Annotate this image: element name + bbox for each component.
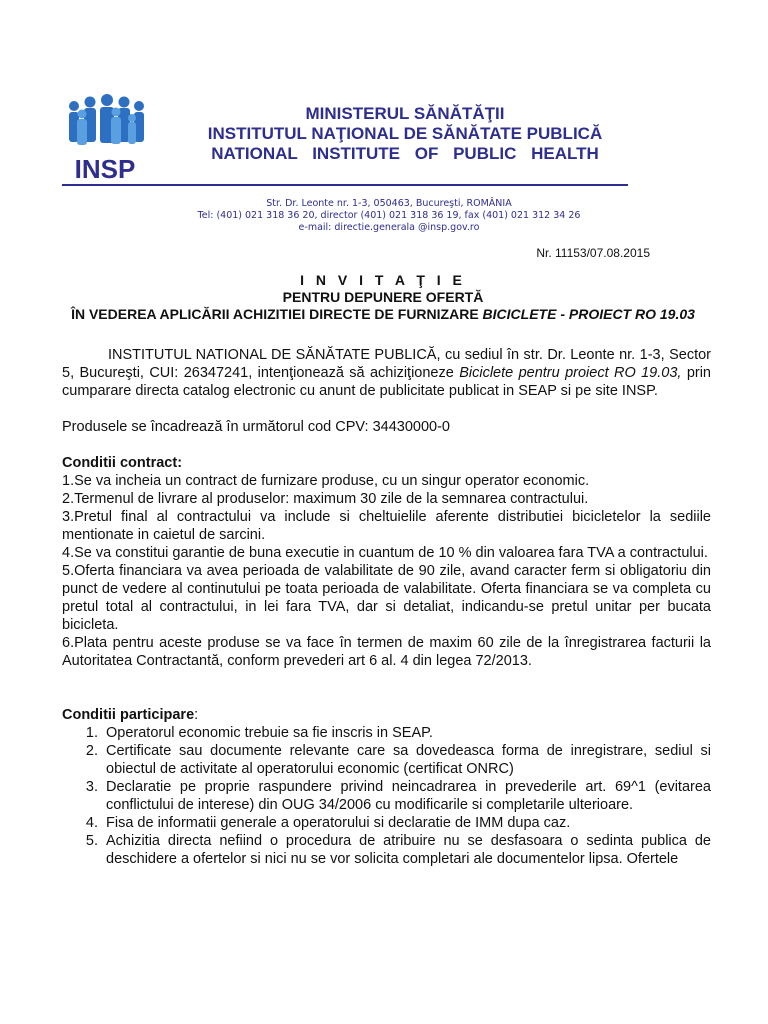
address-line: Str. Dr. Leonte nr. 1-3, 050463, Bucureşti, ROMÂNIA bbox=[266, 198, 512, 209]
intro-paragraph bbox=[62, 346, 711, 400]
participation-item-2: 2. Certificate sau documente relevante care sa dovedeasca forma de inregistrare, sediul si obiectul de activitate al operatorului economic (certificat ONRC) bbox=[102, 742, 711, 778]
insp-logo bbox=[60, 92, 150, 182]
contact-block bbox=[100, 198, 678, 234]
institute-ro-line: INSTITUTUL NAŢIONAL DE SĂNĂTATE PUBLICĂ bbox=[207, 124, 603, 143]
participation-list bbox=[62, 724, 711, 868]
participation-heading bbox=[62, 706, 711, 724]
contract-conditions-heading: Conditii contract: bbox=[62, 455, 183, 471]
title-invitation: I N V I T A Ţ I E bbox=[300, 272, 466, 288]
contract-condition-5: 5.Oferta financiara va avea perioada de valabilitate de 90 zile, avand caracter ferm si obligatoriu din punct de vedere al continutului pe toata perioada de valabilitate. Oferta financiara se va completa cu pretul total al contractului, in lei fara TVA, dar si detaliat, indicandu-se pretul unitar per bucata bicicleta. bbox=[62, 563, 711, 633]
ministry-line: MINISTERUL SĂNĂTĂŢII bbox=[305, 104, 505, 123]
contract-condition-1: 1.Se va incheia un contract de furnizare produse, cu un singur operator economic. bbox=[62, 473, 590, 489]
phone-line: Tel: (401) 021 318 36 20, director (401) 021 318 36 19, fax (401) 021 312 34 26 bbox=[197, 210, 581, 221]
participation-item-4: 4. Fisa de informatii generale a operatorului si declaratie de IMM dupa caz. bbox=[102, 814, 711, 832]
header-divider bbox=[62, 184, 628, 186]
contract-condition-4: 4.Se va constitui garantie de buna executie in cuantum de 10 % din valoarea fara TVA a contractului. bbox=[62, 545, 708, 561]
participation-item-1: 1. Operatorul economic trebuie sa fie inscris in SEAP. bbox=[102, 724, 711, 742]
institution-name bbox=[168, 104, 642, 164]
institute-en-line: NATIONAL INSTITUTE OF PUBLIC HEALTH bbox=[211, 144, 599, 163]
contract-condition-2: 2.Termenul de livrare al produselor: maximum 30 zile de la semnarea contractului. bbox=[62, 491, 589, 507]
intro-text-end: prin cumparare directa catalog electronic cu anunt de publicitate publicat in SEAP si pe site INSP. bbox=[62, 365, 711, 399]
document-body bbox=[62, 346, 711, 868]
intro-text: INSTITUTUL NATIONAL DE SĂNĂTATE PUBLICĂ, cu sediul în str. Dr. Leonte nr. 1-3, Sector 5, Bucureşti, CUI: 26347241, intenţionează să achiziţioneze bbox=[62, 347, 711, 381]
logo-text: INSP bbox=[74, 154, 136, 182]
participation-heading-text: Conditii participare bbox=[62, 707, 195, 723]
cpv-paragraph: Produsele se încadrează în următorul cod CPV: 34430000-0 bbox=[62, 419, 450, 435]
document-number: Nr. 11153/07.08.2015 bbox=[536, 246, 650, 260]
title-purpose-italic: BICICLETE - PROIECT RO 19.03 bbox=[482, 306, 695, 322]
intro-italic: Biciclete pentru proiect RO 19.03, bbox=[459, 365, 682, 381]
contract-condition-6: 6.Plata pentru aceste produse se va face în termen de maxim 60 zile de la înregistrarea facturii la Autoritatea Contractantă, conform prevederi art 6 al. 4 din legea 72/2013. bbox=[62, 635, 711, 669]
email-line: e-mail: directie.generala @insp.gov.ro bbox=[298, 222, 480, 233]
document-title bbox=[62, 272, 704, 323]
title-subtitle: PENTRU DEPUNERE OFERTĂ bbox=[282, 289, 484, 305]
people-logo-icon bbox=[60, 92, 150, 182]
participation-item-3: 3. Declaratie pe proprie raspundere privind neincadrarea in prevederile art. 69^1 (evitarea conflictului de interese) din OUG 34/2006 cu modificarile si completarile ulterioare. bbox=[102, 778, 711, 814]
participation-item-5: 5. Achizitia directa nefiind o procedura de atribuire nu se desfasoara o sedinta publica de deschidere a ofertelor si nici nu se vor solicita completari ale documentelor lipsa. Ofertele bbox=[102, 832, 711, 868]
participation-heading-colon: : bbox=[194, 707, 199, 723]
contract-condition-3: 3.Pretul final al contractului va include si cheltuielile aferente distributiei bicicletelor la sediile mentionate in caietul de sarcini. bbox=[62, 509, 711, 543]
title-purpose bbox=[62, 306, 704, 323]
title-purpose-text: ÎN VEDEREA APLICĂRII ACHIZITIEI DIRECTE DE FURNIZARE bbox=[71, 306, 483, 322]
